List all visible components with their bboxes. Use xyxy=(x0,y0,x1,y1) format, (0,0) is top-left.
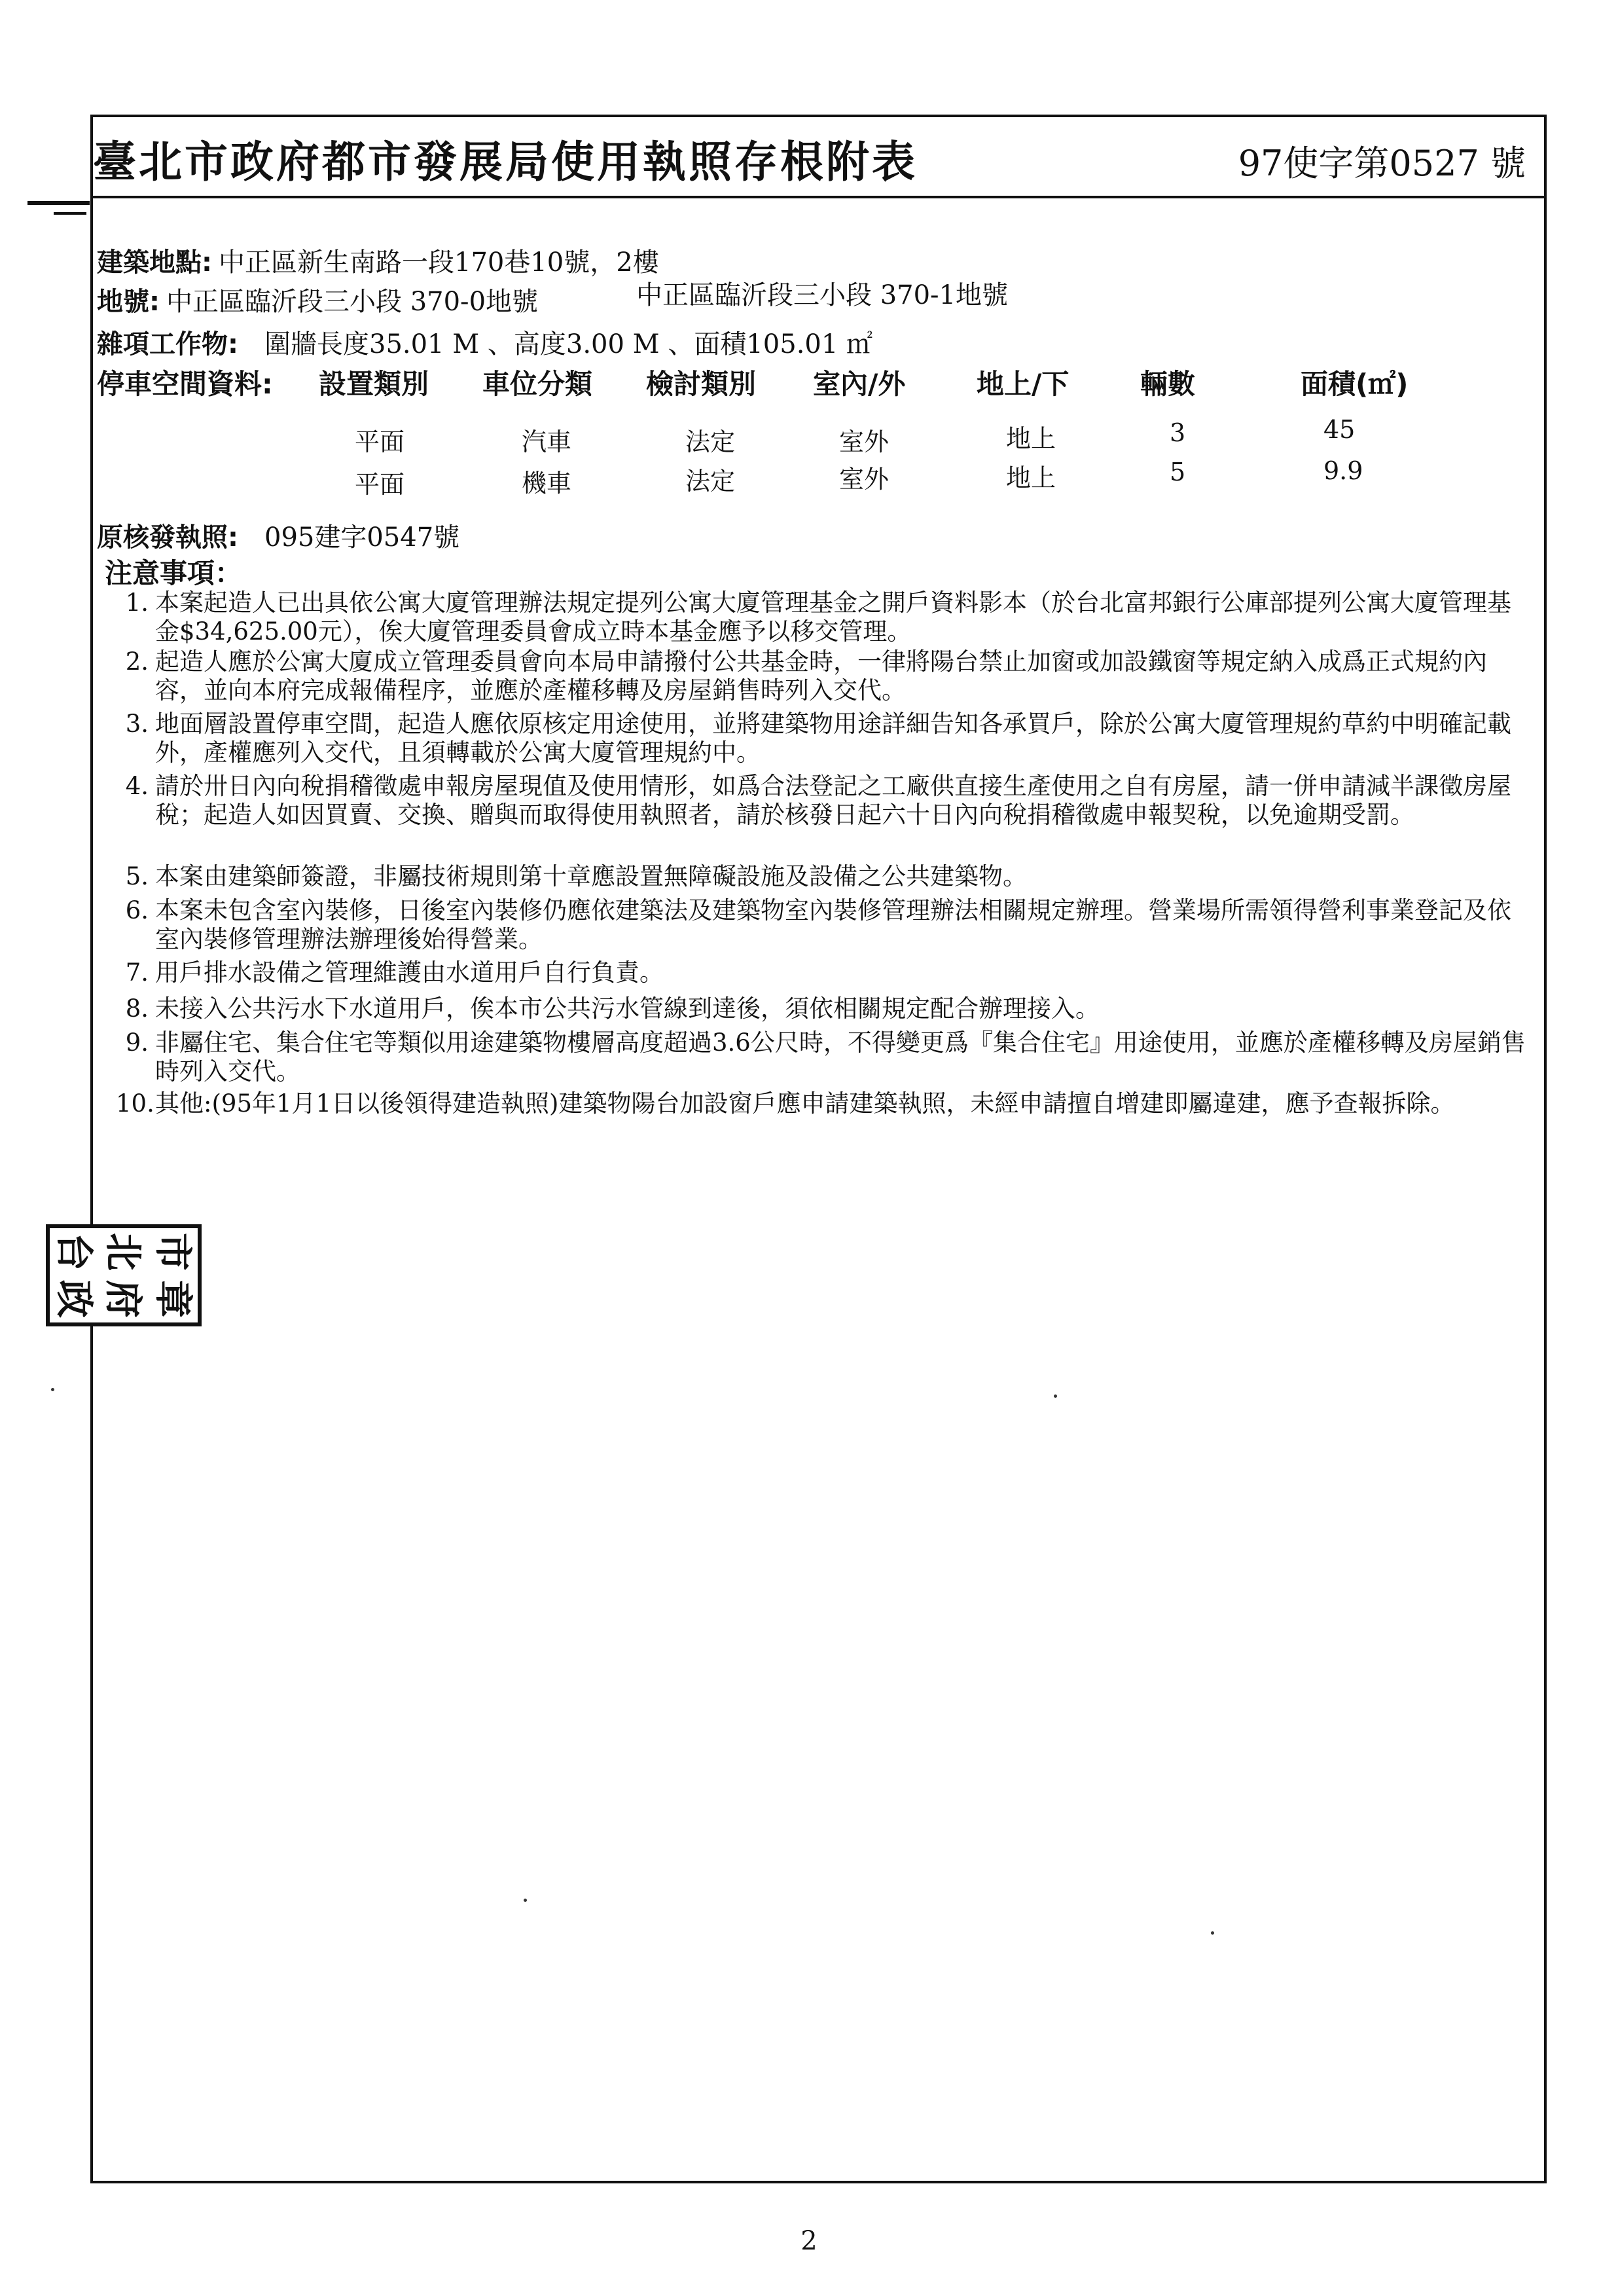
original-permit-line xyxy=(97,517,459,554)
seal-char: 府 xyxy=(101,1279,146,1318)
parking-cell: 45 xyxy=(1323,415,1356,444)
parking-cell: 法定 xyxy=(685,467,736,496)
note-text: 用戶排水設備之管理維護由水道用戶自行負責。 xyxy=(155,958,664,987)
note-number: 6. xyxy=(125,896,149,924)
note-item xyxy=(116,1029,1543,1086)
address-line xyxy=(97,242,659,279)
note-number: 9. xyxy=(125,1029,149,1057)
parking-cell: 地上 xyxy=(1006,464,1056,492)
parking-cell: 9.9 xyxy=(1323,456,1363,485)
note-item xyxy=(116,994,1543,1023)
note-number: 2. xyxy=(125,647,149,676)
parking-header-count: 輛數 xyxy=(1140,368,1196,400)
note-text: 其他:(95年1月1日以後領得建造執照)建築物陽台加設窗戶應申請建築執照，未經申請擅自增建即屬違建，應予查報拆除。 xyxy=(155,1089,1455,1118)
page-number: 2 xyxy=(800,2226,818,2256)
parking-cell: 室外 xyxy=(839,465,890,494)
seal-char: 政 xyxy=(52,1279,97,1318)
note-text: 未接入公共污水下水道用戶，俟本市公共污水管線到達後，須依相關規定配合辦理接入。 xyxy=(155,994,1100,1023)
note-number: 10. xyxy=(116,1089,154,1118)
parking-header-review: 檢討類別 xyxy=(646,368,757,400)
seal-char: 北 xyxy=(101,1232,146,1271)
note-number: 8. xyxy=(125,994,149,1023)
misc-label: 雜項工作物: xyxy=(97,329,238,359)
page-title: 臺北市政府都市發展局使用執照存根附表 xyxy=(93,136,918,187)
scan-speck xyxy=(1211,1931,1214,1935)
note-text: 本案起造人已出具依公寓大廈管理辦法規定提列公寓大廈管理基金之開戶資料影本（於台北富邦銀行公庫部提列公寓大廈管理基金$34,625.00元），俟大廈管理委員會成立時本基金應予以移交管理。 xyxy=(155,589,1511,646)
note-item xyxy=(116,589,1543,646)
parking-header-level: 地上/下 xyxy=(977,368,1070,400)
parking-cell: 5 xyxy=(1170,458,1186,486)
parking-cell: 法定 xyxy=(685,428,736,456)
parking-cell: 平面 xyxy=(355,470,405,499)
lot-value-2: 中正區臨沂段三小段 370-1地號 xyxy=(636,280,1009,310)
parking-cell: 地上 xyxy=(1006,424,1056,453)
parking-label: 停車空間資料: xyxy=(97,368,273,400)
scan-speck xyxy=(1054,1394,1057,1398)
seal-char: 台 xyxy=(52,1232,97,1271)
margin-tick-mark-2 xyxy=(54,212,86,215)
notes-title: 注意事項： xyxy=(105,557,243,589)
parking-cell: 機車 xyxy=(522,469,572,498)
parking-header-setup: 設置類別 xyxy=(319,368,429,400)
parking-cell: 3 xyxy=(1170,418,1186,447)
misc-value: 圍牆長度35.01 M 、高度3.00 M 、面積105.01 ㎡ xyxy=(264,329,873,359)
parking-header-indoor: 室內/外 xyxy=(813,368,906,400)
address-label: 建築地點: xyxy=(97,247,212,278)
margin-tick-mark xyxy=(27,201,90,205)
lot-value-1: 中正區臨沂段三小段 370-0地號 xyxy=(166,287,539,317)
misc-line xyxy=(97,323,872,361)
original-permit-value: 095建字0547號 xyxy=(264,522,460,553)
note-number: 1. xyxy=(125,589,149,617)
note-item xyxy=(116,958,1543,987)
note-item xyxy=(116,710,1543,767)
note-text: 本案由建築師簽證，非屬技術規則第十章應設置無障礙設施及設備之公共建築物。 xyxy=(155,862,1027,890)
parking-cell: 汽車 xyxy=(522,428,572,456)
note-item xyxy=(116,772,1543,829)
note-text: 本案未包含室內裝修，日後室內裝修仍應依建築法及建築物室內裝修管理辦法相關規定辦理。營業場所需領得營利事業登記及依室內裝修管理辦法辦理後始得營業。 xyxy=(155,896,1511,953)
address-value: 中正區新生南路一段170巷10號，2樓 xyxy=(219,247,659,278)
seal-char: 市 xyxy=(151,1232,196,1271)
scan-speck xyxy=(51,1388,54,1391)
title-row xyxy=(93,117,1544,198)
note-number: 3. xyxy=(125,710,149,738)
parking-cell: 室外 xyxy=(839,428,890,456)
note-text: 地面層設置停車空間，起造人應依原核定用途使用，並將建築物用途詳細告知各承買戶，除於公寓大廈管理規約草約中明確記載外，產權應列入交代，且須轉載於公寓大廈管理規約中。 xyxy=(155,710,1511,767)
note-number: 5. xyxy=(125,862,149,890)
permit-number: 97使字第0527 號 xyxy=(1238,143,1526,184)
scan-speck xyxy=(524,1899,527,1902)
note-item xyxy=(116,862,1543,891)
official-seal-stamp xyxy=(46,1224,202,1326)
note-item xyxy=(116,647,1543,705)
seal-char: 章 xyxy=(151,1279,196,1318)
note-number: 7. xyxy=(125,958,149,987)
note-item xyxy=(116,896,1543,954)
parking-header-area: 面積(㎡) xyxy=(1301,368,1409,400)
note-text: 起造人應於公寓大廈成立管理委員會向本局申請撥付公共基金時，一律將陽台禁止加窗或加設鐵窗等規定納入成爲正式規約內容，並向本府完成報備程序，並應於產權移轉及房屋銷售時列入交代。 xyxy=(155,647,1487,704)
note-item xyxy=(116,1089,1543,1118)
note-number: 4. xyxy=(125,772,149,800)
original-permit-label: 原核發執照: xyxy=(97,522,238,553)
parking-header-space-type: 車位分類 xyxy=(482,368,593,400)
note-text: 非屬住宅、集合住宅等類似用途建築物樓層高度超過3.6公尺時，不得變更爲『集合住宅』用途使用，並應於產權移轉及房屋銷售時列入交代。 xyxy=(155,1029,1526,1085)
lot-line xyxy=(97,281,538,318)
note-text: 請於卅日內向稅捐稽徵處申報房屋現值及使用情形，如爲合法登記之工廠供直接生產使用之自有房屋，請一併申請減半課徵房屋稅；起造人如因買賣、交換、贈與而取得使用執照者，請於核發日起六十日內向稅捐稽徵處申報契稅，以免逾期受罰。 xyxy=(155,772,1511,829)
parking-cell: 平面 xyxy=(355,428,405,456)
document-frame xyxy=(90,115,1547,2183)
lot-label: 地號: xyxy=(97,287,160,317)
